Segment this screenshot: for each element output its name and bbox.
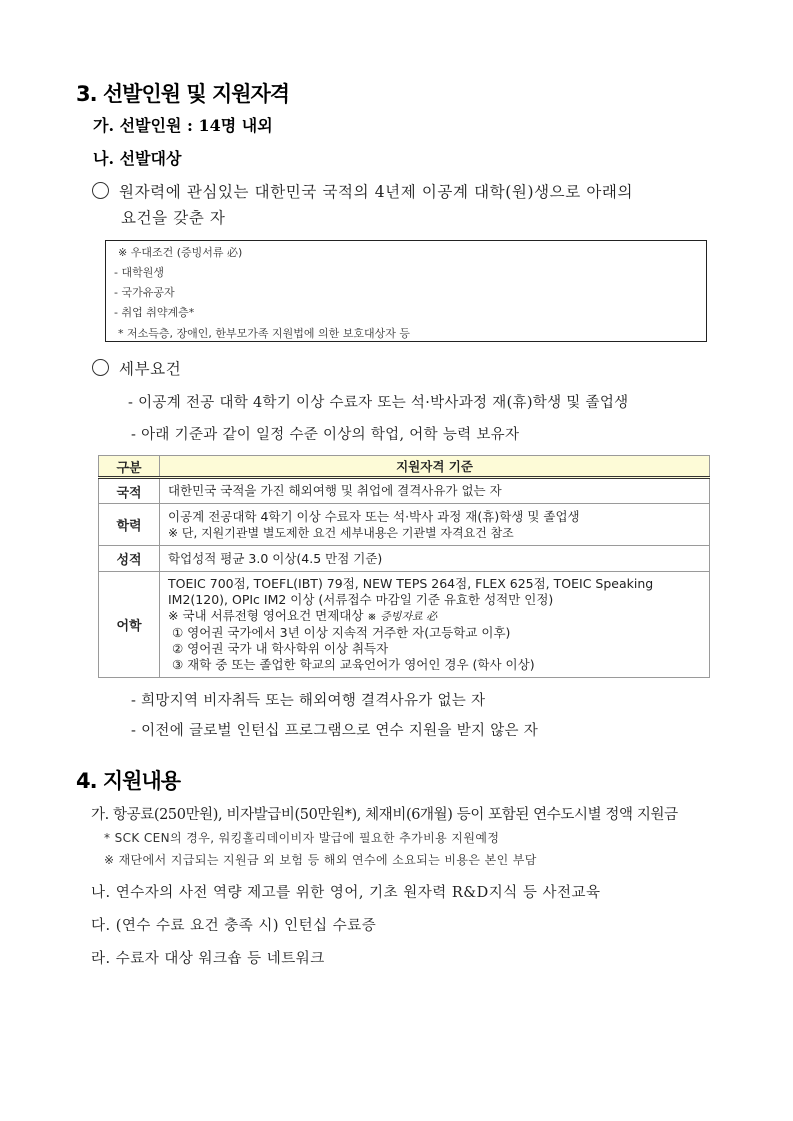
preferential-conditions-box <box>105 240 707 342</box>
criteria-line: 이공계 전공대학 4학기 이상 수료자 또는 석·박사 과정 재(휴)학생 및 졸업생 <box>168 508 580 524</box>
detail-bullet-text: 세부요건 <box>119 360 182 378</box>
pref-title: ※ 우대조건 (증빙서류 必) <box>118 246 243 259</box>
header-category: 구분 <box>99 456 160 478</box>
support-note: ※ 재단에서 지급되는 지원금 외 보험 등 해외 연수에 소요되는 비용은 본인 부담 <box>104 853 537 867</box>
detail-bullet <box>92 357 181 379</box>
criteria-line: 학업성적 평균 3.0 이상(4.5 만점 기준) <box>168 550 383 566</box>
pref-item: - 국가유공자 <box>114 286 175 299</box>
row-category: 국적 <box>99 478 160 504</box>
row-criteria <box>160 546 710 572</box>
selection-count: 가. 선발인원 : 14명 내외 <box>93 116 273 135</box>
detail-item: - 이공계 전공 대학 4학기 이상 수료자 또는 석·박사과정 재(휴)학생 및 졸업생 <box>128 395 629 411</box>
criteria-note: ※ 단, 지원기관별 별도제한 요건 세부내용은 기관별 자격요건 참조 <box>168 525 514 540</box>
eligibility-table <box>98 455 710 678</box>
after-item: - 희망지역 비자취득 또는 해외여행 결격사유가 없는 자 <box>131 693 486 709</box>
header-criteria: 지원자격 기준 <box>160 456 710 478</box>
table-row <box>99 504 710 546</box>
exemption-item: ① 영어권 국가에서 3년 이상 지속적 거주한 자(고등학교 이후) <box>172 625 511 640</box>
exemption-proof-note: ※ 증빙자료 必 <box>367 610 438 623</box>
criteria-line: 대한민국 국적을 가진 해외여행 및 취업에 결격사유가 없는 자 <box>168 483 502 498</box>
row-category: 어학 <box>99 572 160 678</box>
exemption-heading <box>168 608 701 625</box>
support-item-na: 나. 연수자의 사전 역량 제고를 위한 영어, 기초 원자력 R&D지식 등 사전교육 <box>91 885 601 901</box>
criteria-line: IM2(120), OPIc IM2 이상 (서류접수 마감일 기준 유효한 성적만 인정) <box>168 592 554 607</box>
circle-bullet-icon <box>92 359 109 376</box>
table-row <box>99 478 710 504</box>
row-category: 성적 <box>99 546 160 572</box>
support-item-ra: 라. 수료자 대상 워크숍 등 네트워크 <box>91 951 325 967</box>
selection-target-heading: 나. 선발대상 <box>93 149 182 168</box>
detail-item: - 아래 기준과 같이 일정 수준 이상의 학업, 어학 능력 보유자 <box>131 427 520 443</box>
criteria-line: TOEIC 700점, TOEFL(IBT) 79점, NEW TEPS 264점, FLEX 625점, TOEIC Speaking <box>168 576 654 591</box>
circle-bullet-icon <box>92 182 109 199</box>
section-4-title: 4. 지원내용 <box>76 769 181 793</box>
row-category: 학력 <box>99 504 160 546</box>
target-bullet <box>92 180 633 202</box>
pref-item: - 취업 취약계층* <box>114 306 195 319</box>
target-bullet-cont: 요건을 갖춘 자 <box>121 209 226 227</box>
support-item-ga: 가. 항공료(250만원), 비자발급비(50만원*), 체재비(6개월) 등이 포함된 연수도시별 정액 지원금 <box>91 807 678 823</box>
table-header-row <box>99 456 710 478</box>
target-bullet-text: 원자력에 관심있는 대한민국 국적의 4년제 이공계 대학(원)생으로 아래의 <box>119 183 634 201</box>
table-row <box>99 546 710 572</box>
section-3-title: 3. 선발인원 및 지원자격 <box>76 82 290 106</box>
exemption-title: ※ 국내 서류전형 영어요건 면제대상 <box>168 608 364 623</box>
after-item: - 이전에 글로벌 인턴십 프로그램으로 연수 지원을 받지 않은 자 <box>131 723 539 739</box>
pref-item: - 대학원생 <box>114 266 164 279</box>
support-item-da: 다. (연수 수료 요건 충족 시) 인턴십 수료증 <box>91 918 377 934</box>
support-note: * SCK CEN의 경우, 워킹홀리데이비자 발급에 필요한 추가비용 지원예정 <box>104 831 500 845</box>
row-criteria <box>160 504 710 546</box>
table-row <box>99 572 710 678</box>
exemption-item: ③ 재학 중 또는 졸업한 학교의 교육언어가 영어인 경우 (학사 이상) <box>172 657 535 672</box>
exemption-item: ② 영어권 국가 내 학사학위 이상 취득자 <box>172 641 389 656</box>
pref-footnote: * 저소득층, 장애인, 한부모가족 지원법에 의한 보호대상자 등 <box>118 327 410 340</box>
row-criteria <box>160 478 710 504</box>
row-criteria <box>160 572 710 678</box>
